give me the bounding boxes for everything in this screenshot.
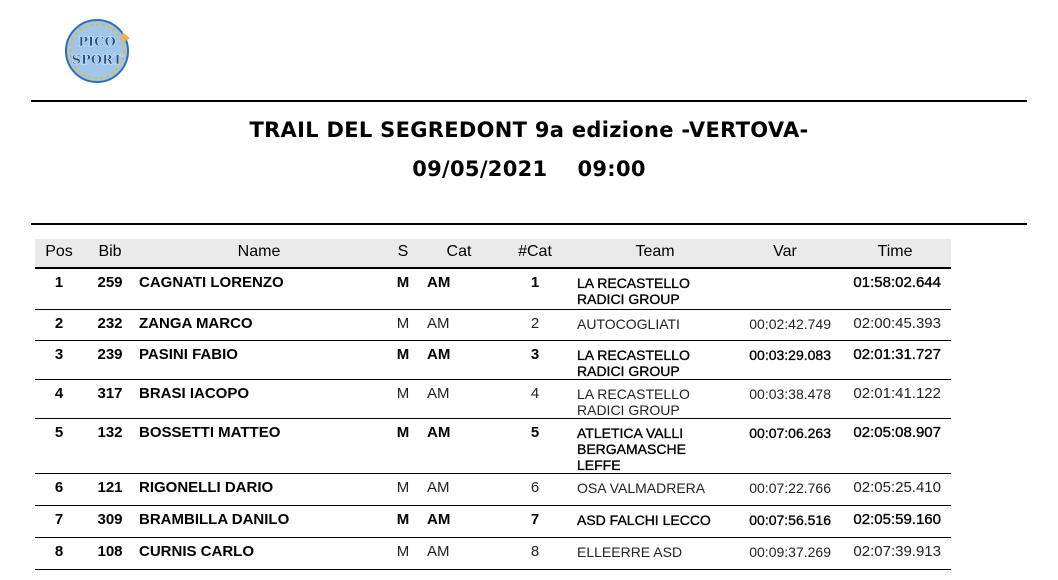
table-row (35, 341, 951, 380)
race-time: 09:00 (577, 157, 646, 181)
time-cell: 02:00:45.393 (853, 315, 941, 332)
sex-cell: M (396, 385, 410, 402)
pico-sport-logo (64, 18, 130, 84)
sex-cell: M (396, 543, 410, 560)
var-cell: 00:03:29.083 (749, 347, 831, 363)
results-table-header (35, 239, 951, 269)
bib-cell: 239 (97, 346, 123, 363)
time-cell: 02:05:59.160 (853, 511, 941, 528)
cat-cell: AM (427, 385, 450, 402)
pos-cell: 6 (54, 479, 64, 496)
cat-rank-cell: 8 (530, 543, 540, 560)
sex-cell: M (396, 346, 410, 363)
col-pos-header: Pos (45, 243, 73, 260)
cat-cell: AM (427, 424, 451, 441)
race-date: 09/05/2021 (412, 157, 548, 181)
team-cell: AUTOCOGLIATI (577, 316, 680, 332)
sex-cell: M (396, 274, 410, 291)
table-row (35, 380, 951, 419)
svg-text:PICO: PICO (78, 35, 116, 50)
pos-cell: 4 (54, 385, 64, 402)
team-cell: ASD FALCHI LECCO (577, 512, 711, 528)
bib-cell: 259 (97, 274, 123, 291)
col-bib-header: Bib (98, 243, 122, 260)
bib-cell: 121 (97, 479, 123, 496)
cat-cell: AM (427, 346, 451, 363)
col-name-header: Name (237, 243, 281, 260)
time-cell: 02:01:31.727 (853, 346, 941, 363)
cat-cell: AM (427, 274, 451, 291)
name-cell: ZANGA MARCO (139, 315, 253, 332)
sex-cell: M (396, 315, 410, 332)
pos-cell: 3 (54, 346, 64, 363)
var-cell: 00:03:38.478 (749, 386, 831, 402)
name-cell: CAGNATI LORENZO (139, 274, 284, 291)
time-cell: 02:05:25.410 (853, 479, 941, 496)
pos-cell: 1 (54, 274, 64, 291)
col-team-header: Team (635, 243, 675, 260)
race-title: TRAIL DEL SEGREDONT 9a edizione -VERTOVA- (249, 118, 809, 142)
sex-cell: M (396, 511, 410, 528)
cat-rank-cell: 4 (530, 385, 540, 402)
var-cell: 00:02:42.749 (749, 316, 831, 332)
team-cell: LA RECASTELLO RADICI GROUP (577, 347, 690, 379)
var-cell: 00:07:56.516 (749, 512, 831, 528)
var-cell: 00:07:06.263 (749, 425, 831, 441)
sex-cell: M (396, 424, 410, 441)
table-row (35, 506, 951, 538)
cat-rank-cell: 3 (530, 346, 540, 363)
table-row (35, 538, 951, 570)
cat-rank-cell: 5 (530, 424, 540, 441)
col-var-header: Var (773, 243, 797, 260)
name-cell: CURNIS CARLO (139, 543, 254, 560)
col-cat-header: Cat (446, 243, 472, 260)
pos-cell: 2 (54, 315, 64, 332)
bib-cell: 132 (97, 424, 123, 441)
name-cell: PASINI FABIO (139, 346, 238, 363)
team-cell: ELLEERRE ASD (577, 544, 683, 560)
cat-cell: AM (427, 479, 450, 496)
pos-cell: 5 (54, 424, 64, 441)
header-divider-top (31, 100, 1027, 102)
var-cell: 00:09:37.269 (749, 544, 831, 560)
time-cell: 02:05:08.907 (853, 424, 941, 441)
cat-rank-cell: 2 (530, 315, 540, 332)
bib-cell: 232 (97, 315, 123, 332)
bib-cell: 317 (97, 385, 123, 402)
header-divider-bottom (31, 223, 1027, 225)
team-cell: LA RECASTELLO RADICI GROUP (577, 275, 690, 307)
table-row (35, 474, 951, 506)
svg-text:SPORT: SPORT (71, 53, 123, 68)
col-cat-rank-header: #Cat (518, 243, 552, 260)
cat-rank-cell: 7 (530, 511, 540, 528)
name-cell: BRAMBILLA DANILO (139, 511, 290, 528)
cat-rank-cell: 6 (530, 479, 540, 496)
cat-cell: AM (427, 315, 450, 332)
table-row (35, 269, 951, 310)
col-time-header: Time (877, 243, 913, 260)
table-row (35, 419, 951, 474)
cat-rank-cell: 1 (530, 274, 540, 291)
team-cell: LA RECASTELLO RADICI GROUP (577, 386, 690, 418)
pos-cell: 7 (54, 511, 64, 528)
team-cell: ATLETICA VALLI BERGAMASCHE LEFFE (577, 425, 686, 473)
name-cell: RIGONELLI DARIO (139, 479, 274, 496)
name-cell: BOSSETTI MATTEO (139, 424, 281, 441)
sex-cell: M (396, 479, 410, 496)
time-cell: 02:07:39.913 (853, 543, 941, 560)
name-cell: BRASI IACOPO (139, 385, 250, 402)
time-cell: 01:58:02.644 (853, 274, 941, 291)
col-sex-header: S (397, 243, 409, 260)
pos-cell: 8 (54, 543, 64, 560)
time-cell: 02:01:41.122 (853, 385, 941, 402)
var-cell: 00:07:22.766 (749, 480, 831, 496)
bib-cell: 108 (97, 543, 123, 560)
race-datetime (0, 157, 1058, 181)
team-cell: OSA VALMADRERA (577, 480, 706, 496)
table-row (35, 310, 951, 341)
bib-cell: 309 (97, 511, 123, 528)
cat-cell: AM (427, 543, 450, 560)
cat-cell: AM (427, 511, 451, 528)
